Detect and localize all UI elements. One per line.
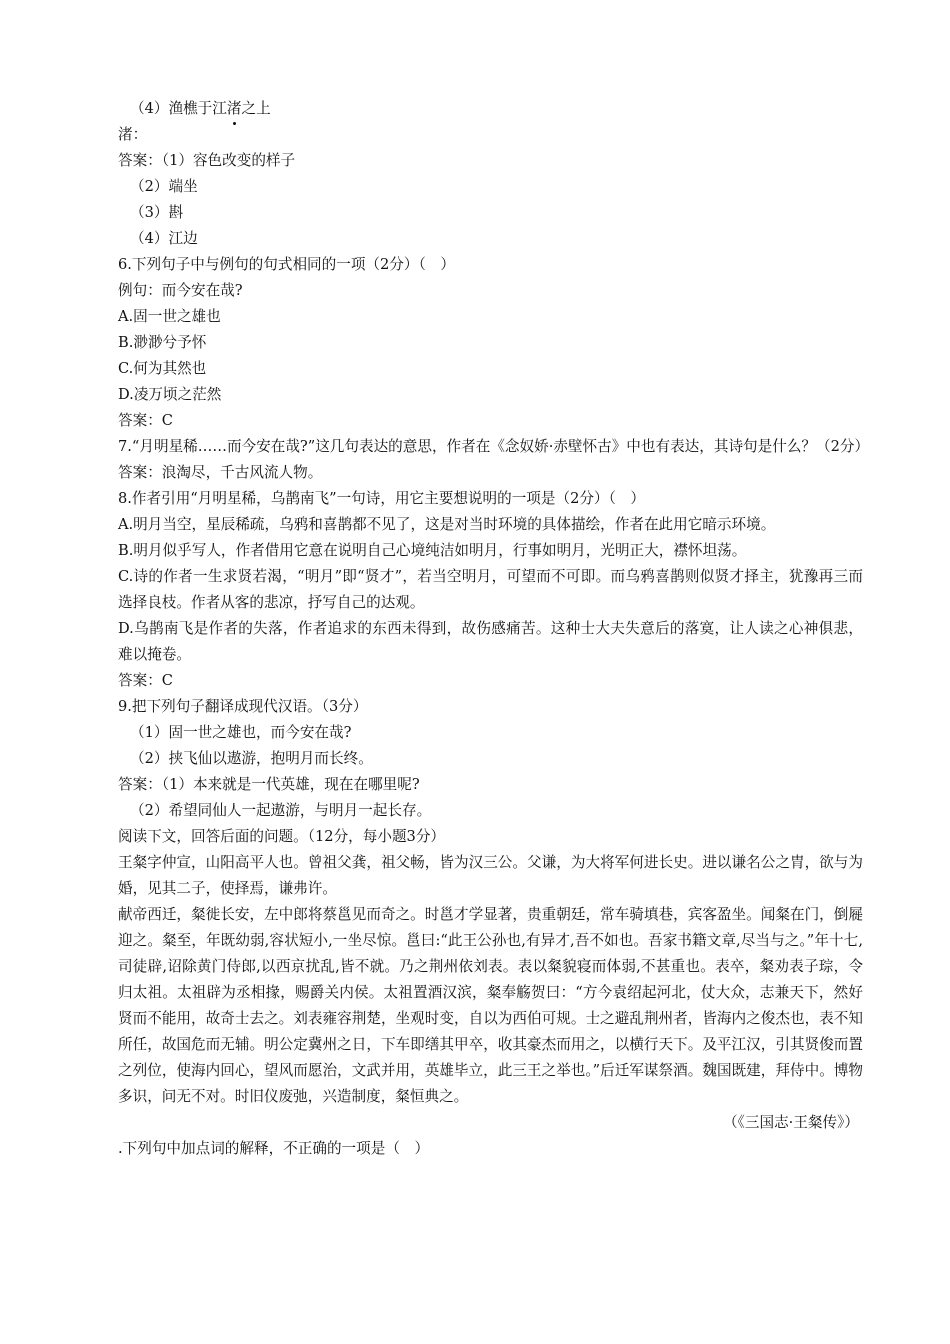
option-d: D.凌万顷之茫然 — [118, 386, 222, 403]
text-segment: 之上 — [241, 100, 271, 117]
option-b: B.明月似乎写人，作者借用它意在说明自己心境纯洁如明月，行事如明月，光明正大，襟怀坦荡。 — [118, 542, 747, 559]
answer-line: 答案：C — [118, 412, 173, 429]
text-segment: （4）渔樵于江 — [130, 100, 227, 117]
translation-item-1: （1）固一世之雄也，而今安在哉? — [130, 724, 352, 741]
option-d: D.乌鹊南飞是作者的失落，作者追求的东西未得到，故伤感痛苦。这种士大夫失意后的落寞，让人读之心神俱悲，难以掩卷。 — [118, 620, 863, 663]
option-c: C.何为其然也 — [118, 360, 207, 377]
term-label: 渚： — [118, 126, 148, 143]
answer-item-2: （2）希望同仙人一起遨游，与明月一起长存。 — [130, 802, 432, 819]
option-b: B.渺渺兮予怀 — [118, 334, 207, 351]
translation-item-2: （2）挟飞仙以遨游，抱明月而长终。 — [130, 750, 373, 767]
emphasized-character: 渚 — [227, 96, 242, 122]
option-a: A.固一世之雄也 — [118, 308, 221, 325]
question-prompt: .下列句中加点词的解释，不正确的一项是（ ） — [118, 1140, 430, 1157]
question-6: 6.下列句子中与例句的句式相同的一项（2分）（ ） — [118, 256, 455, 273]
answer-item-2: （2）端坐 — [130, 178, 198, 195]
question-item-4 — [118, 96, 863, 122]
option-a: A.明月当空，星辰稀疏，乌鸦和喜鹊都不见了，这是对当时环境的具体描绘，作者在此用它暗示环境。 — [118, 516, 776, 533]
question-7: 7.“月明星稀……而今安在哉?”这几句表达的意思，作者在《念奴娇·赤壁怀古》中也有表达，其诗句是什么？（2分） — [118, 438, 870, 455]
answer-item-4: （4）江边 — [130, 230, 198, 247]
passage-source: （《三国志·王粲传》） — [723, 1114, 859, 1131]
answer-line: 答案：（1）本来就是一代英雄，现在在哪里呢? — [118, 776, 420, 793]
passage-paragraph-1: 王粲字仲宣，山阳高平人也。曾祖父龚，祖父畅，皆为汉三公。父谦，为大将军何进长史。进以谦名公之胄，欲与为婚，见其二子，使择焉，谦弗许。 — [118, 854, 863, 897]
passage-paragraph-2: 献帝西迁，粲徙长安，左中郎将蔡邕见而奇之。时邕才学显著，贵重朝廷，常车骑填巷，宾客盈坐。闻粲在门，倒屣迎之。粲至，年既幼弱,容状短小,一坐尽惊。邕曰:“此王公孙也,有异才,吾不如也。吾家书籍文章,尽当与之。”年十七,司徒辟,诏除黄门侍郎,以西京扰乱,皆不就。乃之荆州依刘表。表以粲貌寝而体弱,不甚重也。表卒，粲劝表子琮，令归太祖。太祖辟为丞相掾，赐爵关内侯。太祖置酒汉滨，粲奉觞贺曰：“方今袁绍起河北，仗大众，志兼天下，然好贤而不能用，故奇士去之。刘表雍容荆楚，坐观时变，自以为西伯可规。士之避乱荆州者，皆海内之俊杰也，表不知所任，故国危而无辅。明公定冀州之日，下车即缮其甲卒，收其豪杰而用之，以横行天下。及平江汉，引其贤俊而置之列位，使海内回心，望风而愿治，文武并用，英雄毕立，此三王之举也。”后迁军谋祭酒。魏国既建，拜侍中。博物多识，问无不对。时旧仪废弛，兴造制度，粲恒典之。 — [118, 906, 863, 1105]
question-9: 9.把下列句子翻译成现代汉语。（3分） — [118, 698, 368, 715]
answer-line: 答案：（1）容色改变的样子 — [118, 152, 296, 169]
reading-instruction: 阅读下文，回答后面的问题。（12分，每小题3分） — [118, 828, 446, 845]
answer-line: 答案：C — [118, 672, 173, 689]
answer-item-3: （3）斟 — [130, 204, 184, 221]
example-sentence: 例句：而今安在哉? — [118, 282, 243, 299]
document-page — [118, 96, 870, 1162]
answer-line: 答案：浪淘尽，千古风流人物。 — [118, 464, 323, 481]
option-c: C.诗的作者一生求贤若渴，“明月”即“贤才”，若当空明月，可望而不可即。而乌鸦喜鹊则似贤才择主，犹豫再三而选择良枝。作者从客的悲凉，抒写自己的达观。 — [118, 568, 863, 611]
question-8: 8.作者引用“月明星稀，乌鹊南飞”一句诗，用它主要想说明的一项是（2分）（ ） — [118, 490, 646, 507]
